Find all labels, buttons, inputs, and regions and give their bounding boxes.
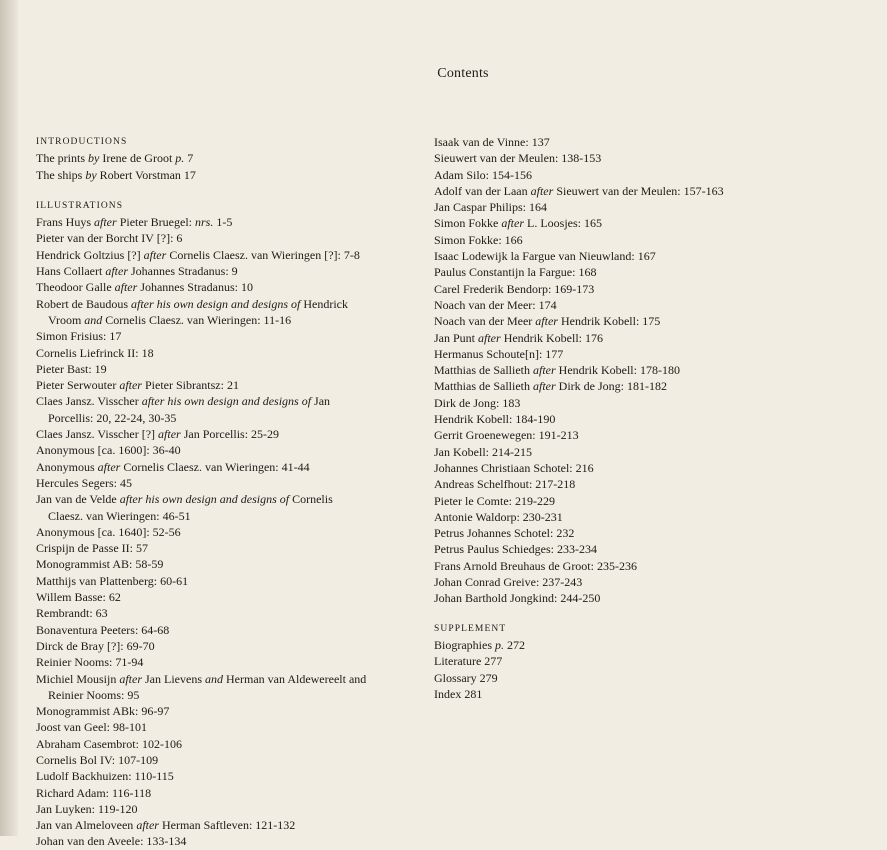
contents-entry: Johannes Christiaan Schotel: 216	[434, 460, 594, 475]
contents-entry: Claes Jansz. Visscher [?] after Jan Porcellis: 25-29	[36, 427, 280, 442]
illustrations-list	[36, 214, 420, 850]
contents-entry: Pieter le Comte: 219-229	[434, 493, 555, 508]
contents-entry: Anonymous after Cornelis Claesz. van Wieringen: 41-44	[36, 459, 310, 474]
contents-entry: Johan Conrad Greive: 237-243	[434, 575, 583, 590]
contents-entry: Isaak van de Vinne: 137	[434, 135, 550, 149]
contents-entry: Bonaventura Peeters: 64-68	[36, 622, 170, 637]
page-gutter-shadow	[0, 0, 18, 836]
contents-entry: Adolf van der Laan after Sieuwert van der Meulen: 157-163	[434, 183, 724, 198]
contents-right-column	[434, 134, 879, 702]
contents-entry: Jan van de Velde after his own design and designs of Cornelis	[36, 492, 333, 507]
contents-entry: Antonie Waldorp: 230-231	[434, 509, 563, 524]
contents-entry: Hans Collaert after Johannes Stradanus: 9	[36, 264, 238, 279]
contents-entry: Hermanus Schoute[n]: 177	[434, 346, 564, 361]
section-heading-introductions: INTRODUCTIONS	[36, 137, 128, 147]
contents-entry: Literature 277	[434, 654, 503, 669]
contents-entry: Sieuwert van der Meulen: 138-153	[434, 151, 602, 166]
contents-entry: Ludolf Backhuizen: 110-115	[36, 769, 174, 784]
contents-entry: Jan Punt after Hendrik Kobell: 176	[434, 330, 604, 345]
contents-entry: Reinier Nooms: 71-94	[36, 655, 144, 670]
contents-entry: Claes Jansz. Visscher after his own design and designs of Jan	[36, 394, 331, 409]
contents-entry: Jan Caspar Philips: 164	[434, 200, 547, 215]
contents-entry: Monogrammist AB: 58-59	[36, 557, 164, 572]
contents-entry: Theodoor Galle after Johannes Stradanus: 10	[36, 280, 253, 295]
contents-entry: Abraham Casembrot: 102-106	[36, 736, 182, 751]
contents-entry: Matthijs van Plattenberg: 60-61	[36, 573, 189, 588]
contents-entry: Index 281	[434, 686, 483, 701]
contents-entry: Vroom and Cornelis Claesz. van Wieringen: 11-16	[48, 312, 292, 327]
contents-entry: Rembrandt: 63	[36, 606, 108, 621]
contents-entry: Frans Huys after Pieter Bruegel: nrs. 1-5	[36, 215, 233, 230]
contents-entry: Simon Fokke after L. Loosjes: 165	[434, 216, 603, 231]
contents-entry: Matthias de Sallieth after Hendrik Kobell: 178-180	[434, 363, 680, 378]
contents-entry: Dirk de Jong: 183	[434, 395, 521, 410]
page-title: Contents	[437, 66, 489, 81]
contents-entry: The prints by Irene de Groot p. 7	[36, 151, 194, 166]
contents-entry: Glossary 279	[434, 670, 498, 685]
contents-entry: Johan van den Aveele: 133-134	[36, 834, 187, 849]
contents-entry: Hendrik Kobell: 184-190	[434, 412, 556, 427]
contents-entry: Jan van Almeloveen after Herman Saftleven: 121-132	[36, 818, 296, 833]
contents-entry: Porcellis: 20, 22-24, 30-35	[48, 410, 177, 425]
contents-entry: Richard Adam: 116-118	[36, 785, 152, 800]
contents-entry: Hendrick Goltzius [?] after Cornelis Claesz. van Wieringen [?]: 7-8	[36, 247, 360, 262]
contents-entry: Gerrit Groenewegen: 191-213	[434, 428, 579, 443]
contents-entry: Matthias de Sallieth after Dirk de Jong: 181-182	[434, 379, 667, 394]
illustrations-continued-list	[434, 134, 879, 607]
section-heading-illustrations: ILLUSTRATIONS	[36, 200, 124, 211]
introductions-list	[36, 150, 420, 183]
contents-entry: Petrus Johannes Schotel: 232	[434, 526, 575, 541]
contents-entry: Pieter Bast: 19	[36, 361, 107, 376]
contents-entry: Adam Silo: 154-156	[434, 167, 532, 182]
contents-entry: Cornelis Bol IV: 107-109	[36, 752, 159, 767]
contents-entry: Joost van Geel: 98-101	[36, 720, 147, 735]
contents-entry: Johan Barthold Jongkind: 244-250	[434, 591, 601, 606]
contents-entry: Anonymous [ca. 1600]: 36-40	[36, 443, 181, 458]
contents-entry: Simon Fokke: 166	[434, 232, 523, 247]
contents-entry: Pieter van der Borcht IV [?]: 6	[36, 231, 183, 246]
contents-entry: Paulus Constantijn la Fargue: 168	[434, 265, 597, 280]
contents-entry: Crispijn de Passe II: 57	[36, 541, 148, 556]
contents-entry: Frans Arnold Breuhaus de Groot: 235-236	[434, 558, 637, 573]
contents-entry: Andreas Schelfhout: 217-218	[434, 477, 576, 492]
contents-entry: Monogrammist ABk: 96-97	[36, 704, 170, 719]
contents-entry: Robert de Baudous after his own design and designs of Hendrick	[36, 296, 348, 311]
contents-left-column	[36, 134, 420, 850]
contents-entry: Noach van der Meer: 174	[434, 297, 557, 312]
contents-entry: Dirck de Bray [?]: 69-70	[36, 638, 155, 653]
contents-entry: Carel Frederik Bendorp: 169-173	[434, 281, 595, 296]
contents-entry: Biographies p. 272	[434, 637, 525, 652]
contents-entry: Anonymous [ca. 1640]: 52-56	[36, 524, 181, 539]
contents-entry: Isaac Lodewijk la Fargue van Nieuwland: 167	[434, 249, 656, 264]
contents-entry: Pieter Serwouter after Pieter Sibrantsz: 21	[36, 378, 239, 393]
supplement-list	[434, 637, 879, 702]
contents-entry: Petrus Paulus Schiedges: 233-234	[434, 542, 597, 557]
contents-entry: Jan Luyken: 119-120	[36, 801, 138, 816]
section-heading-supplement: SUPPLEMENT	[434, 623, 507, 634]
contents-entry: Michiel Mousijn after Jan Lievens and Herman van Aldewereelt and	[36, 671, 367, 686]
contents-entry: Cornelis Liefrinck II: 18	[36, 345, 154, 360]
contents-entry: Noach van der Meer after Hendrik Kobell: 175	[434, 314, 661, 329]
contents-entry: Reinier Nooms: 95	[48, 687, 140, 702]
contents-entry: Simon Frisius: 17	[36, 329, 122, 344]
contents-entry: Jan Kobell: 214-215	[434, 444, 532, 459]
contents-entry: The ships by Robert Vorstman 17	[36, 167, 196, 182]
contents-entry: Hercules Segers: 45	[36, 475, 132, 490]
contents-entry: Claesz. van Wieringen: 46-51	[48, 508, 191, 523]
contents-entry: Willem Basse: 62	[36, 590, 121, 605]
